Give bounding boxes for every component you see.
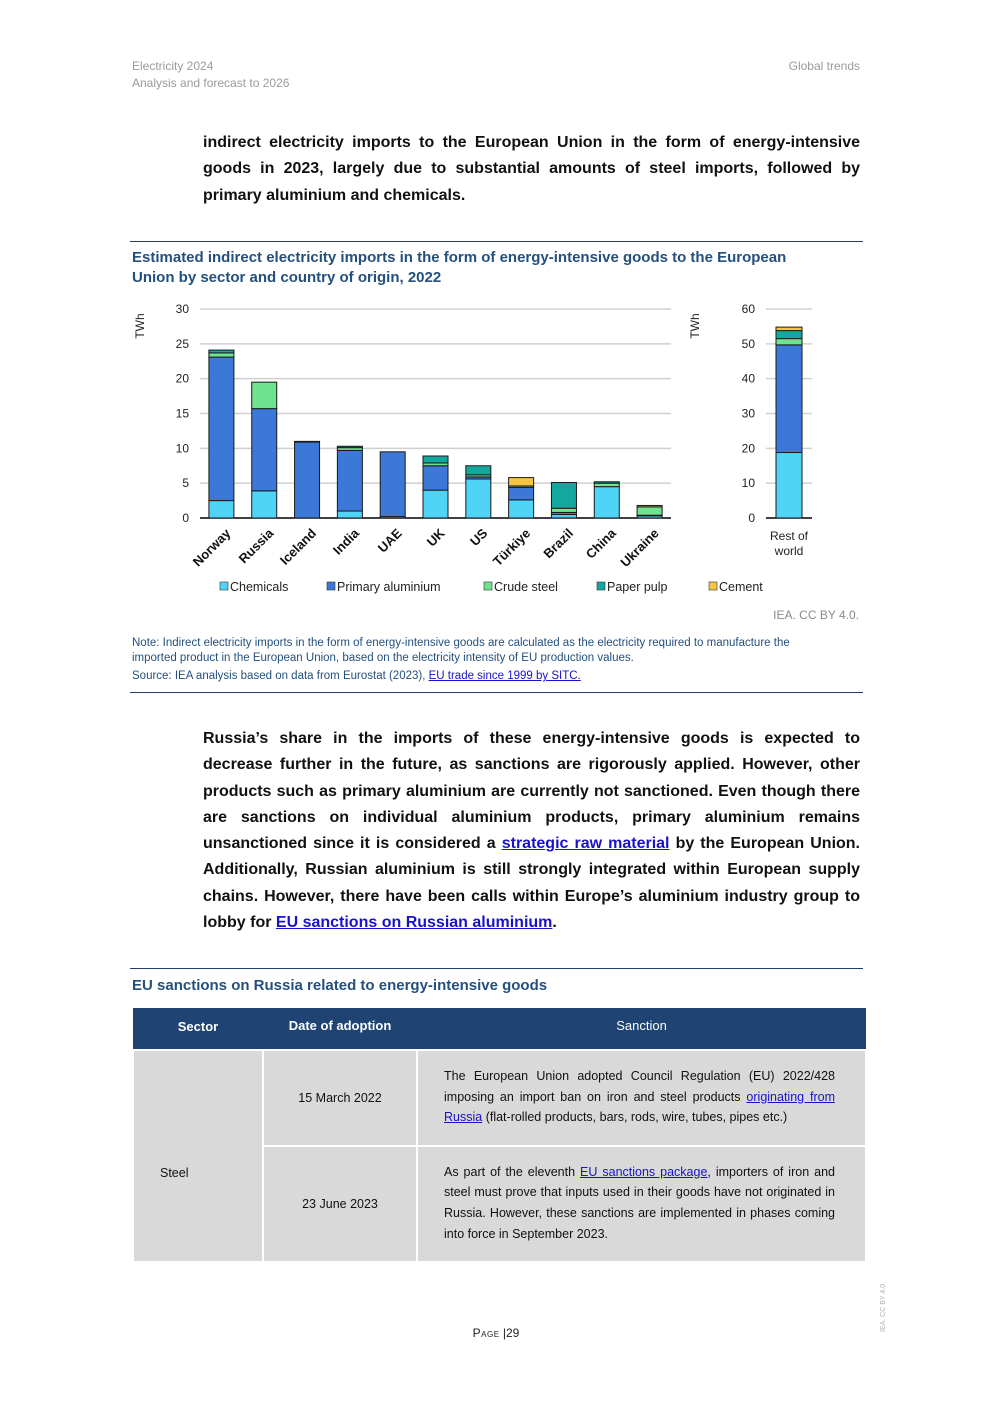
rest-of-world-chart — [688, 302, 812, 558]
bar-iceland-crude-steel — [295, 441, 320, 442]
bar-ukraine-cement — [637, 505, 662, 506]
doc-subtitle: Analysis and forecast to 2026 — [132, 76, 290, 90]
bar-us-chemicals — [466, 479, 491, 518]
bar-uk-chemicals — [423, 490, 448, 518]
bar-russia-chemicals — [252, 491, 277, 518]
bar-brazil-chemicals — [551, 515, 576, 518]
y-tick-label: 30 — [175, 302, 189, 316]
legend-label-crude-steel: Crude steel — [494, 580, 558, 594]
legend-label-chemicals: Chemicals — [230, 580, 289, 594]
bar-turkiye-cement — [509, 478, 534, 486]
bar-india-chemicals — [337, 511, 362, 518]
figure-credit: IEA. CC BY 4.0. — [773, 608, 859, 622]
doc-title: Electricity 2024 — [132, 59, 214, 73]
header-sector: Sector — [133, 1008, 263, 1050]
legend-swatch-chemicals — [220, 582, 228, 590]
figure-bottom-rule — [130, 692, 863, 693]
bar-rest-of-world-crude-steel — [776, 339, 802, 345]
body-paragraph — [203, 726, 860, 936]
table-top-rule — [130, 968, 863, 969]
page-footer — [0, 1326, 992, 1340]
strategic-raw-material-link[interactable]: strategic raw material — [501, 835, 670, 853]
body-text-3: . — [552, 914, 557, 932]
bar-china-chemicals — [594, 487, 619, 518]
chart-legend — [220, 580, 763, 594]
sector-cell: Steel — [133, 1050, 263, 1262]
y-tick-label: 30 — [741, 406, 755, 421]
chart — [0, 0, 992, 610]
legend-label-paper-pulp: Paper pulp — [607, 580, 668, 594]
intro-paragraph: indirect electricity imports to the European Union in the form of energy-intensive goods in 2023, largely due to substantial amounts of steel imports, followed by primary aluminium and chemicals. — [203, 134, 860, 204]
sanction-cell — [417, 1050, 866, 1146]
y-tick-label: 10 — [741, 476, 755, 491]
originating-from-russia-link[interactable]: originating from Russia — [444, 1089, 835, 1125]
bar-china-paper-pulp — [594, 482, 619, 483]
bar-turkiye-chemicals — [509, 500, 534, 518]
y-tick-label: 50 — [741, 336, 755, 351]
figure-note — [132, 636, 832, 684]
bar-russia-primary-aluminium — [252, 409, 277, 491]
x-tick-label-iceland: Iceland — [276, 525, 320, 568]
x-tick-label-norway: Norway — [189, 525, 234, 570]
y-tick-label: 10 — [175, 441, 189, 456]
x-tick-label-brazil: Brazil — [540, 525, 577, 562]
page-separator: | — [502, 1326, 506, 1340]
x-tick-label-china: China — [582, 525, 619, 562]
bar-norway-crude-steel — [209, 353, 234, 357]
source-line — [132, 669, 832, 684]
header-date: Date of adoption — [263, 1008, 417, 1050]
main-chart — [133, 302, 671, 570]
bar-turkiye-primary-aluminium — [509, 487, 534, 500]
bar-india-primary-aluminium — [337, 450, 362, 511]
sanction-cell — [417, 1146, 866, 1262]
note-text: Note: Indirect electricity imports in the form of energy-intensive goods are calculated as the electricity required to manufacture the imported product in the European Union, based on the electricity intensity of EU production values. — [132, 637, 790, 664]
bar-rest-of-world-paper-pulp — [776, 331, 802, 339]
date-cell: 15 March 2022 — [263, 1050, 417, 1146]
page-word: Page — [472, 1326, 500, 1340]
bar-ukraine-crude-steel — [637, 507, 662, 515]
legend-label-primary-aluminium: Primary aluminium — [337, 580, 441, 594]
table-title: EU sanctions on Russia related to energy-intensive goods — [132, 977, 548, 994]
date-cell: 23 June 2023 — [263, 1146, 417, 1262]
bar-rest-of-world-cement — [776, 327, 802, 330]
bar-uae-primary-aluminium — [380, 452, 405, 517]
section-name: Global trends — [788, 59, 860, 73]
y-tick-label: 0 — [182, 511, 189, 525]
bar-norway-primary-aluminium — [209, 357, 234, 501]
eu-sanctions-aluminium-link[interactable]: EU sanctions on Russian aluminium — [275, 914, 553, 932]
x-tick-label-uk: UK — [423, 525, 448, 550]
sanction-text: , importers of iron and steel must prove that inputs used in their goods have not originated in Russia. However, these sanctions are implemented in phases coming into force in September 2023. — [444, 1164, 835, 1241]
figure-title: Estimated indirect electricity imports in the form of energy-intensive goods to the European Union by sector and country of origin, 2022 — [132, 249, 787, 286]
legend-swatch-paper-pulp — [597, 582, 605, 590]
x-tick-label-uae: UAE — [374, 525, 405, 556]
source-link[interactable]: EU trade since 1999 by SITC. — [428, 670, 581, 682]
bar-norway-paper-pulp — [209, 350, 234, 353]
x-tick-label-india: India — [329, 525, 362, 558]
legend-swatch-cement — [709, 582, 717, 590]
bar-india-paper-pulp — [337, 446, 362, 447]
x-tick-label-line2: world — [774, 544, 804, 558]
bar-brazil-crude-steel — [551, 508, 576, 512]
y-tick-label: 0 — [748, 511, 755, 525]
bar-brazil-paper-pulp — [551, 482, 576, 508]
sanction-text: As part of the eleventh — [444, 1164, 581, 1179]
body-text-1: Russia’s share in the imports of these energy-intensive goods is expected to decrease further in the future, as sanctions are rigorously applied. However, other products such as primary aluminium are currently not sanctioned. Even though there are sanctions on individual aluminium products, primary aluminium remains unsanctioned since it is considered a — [203, 730, 860, 853]
bar-rest-of-world-chemicals — [776, 453, 802, 518]
bar-uk-primary-aluminium — [423, 466, 448, 490]
bar-norway-chemicals — [209, 501, 234, 518]
bar-china-crude-steel — [594, 483, 619, 486]
sanction-text: (flat-rolled products, bars, rods, wire, tubes, pipes etc.) — [482, 1110, 788, 1125]
source-text: Source: IEA analysis based on data from Eurostat (2023), — [132, 670, 429, 682]
bar-iceland-primary-aluminium — [295, 442, 320, 518]
header-sanction: Sanction — [417, 1008, 866, 1050]
eu-sanctions-package-link[interactable]: EU sanctions package — [580, 1164, 708, 1179]
y-tick-label: 20 — [175, 371, 189, 386]
y-tick-label: 20 — [741, 441, 755, 456]
legend-swatch-crude-steel — [484, 582, 492, 590]
legend-swatch-primary-aluminium — [327, 582, 335, 590]
y-tick-label: 40 — [741, 371, 755, 386]
bar-us-paper-pulp — [466, 466, 491, 475]
x-tick-label-russia: Russia — [235, 525, 277, 567]
y-axis-label: TWh — [133, 313, 147, 339]
sanctions-table — [132, 1008, 867, 1263]
table-row — [133, 1050, 866, 1146]
x-tick-label-ukraine: Ukraine — [617, 525, 662, 570]
y-tick-label: 60 — [741, 302, 755, 316]
y-tick-label: 5 — [182, 476, 189, 491]
side-license-mark: IEA. CC BY 4.0. — [880, 1281, 887, 1332]
legend-label-cement: Cement — [719, 580, 763, 594]
bar-uk-paper-pulp — [423, 456, 448, 463]
y-tick-label: 15 — [175, 406, 189, 421]
x-tick-label-line1: Rest of — [769, 529, 809, 543]
sanction-text: The European Union adopted Council Regulation (EU) 2022/428 imposing an import ban on iron and steel products — [444, 1069, 835, 1104]
body-text-2: by the European Union. Additionally, Russian aluminium is still strongly integrated within European supply chains. However, there have been calls within Europe’s aluminium industry group to lobby for — [203, 835, 861, 932]
y-axis-label: TWh — [688, 313, 702, 339]
x-tick-label-turkiye: Türkiye — [489, 525, 534, 569]
table-header-row — [133, 1008, 866, 1050]
x-tick-label-us: US — [467, 525, 491, 549]
y-tick-label: 25 — [175, 336, 189, 351]
bar-russia-crude-steel — [252, 382, 277, 408]
page-number: 29 — [506, 1326, 520, 1340]
bar-rest-of-world-primary-aluminium — [776, 345, 802, 453]
